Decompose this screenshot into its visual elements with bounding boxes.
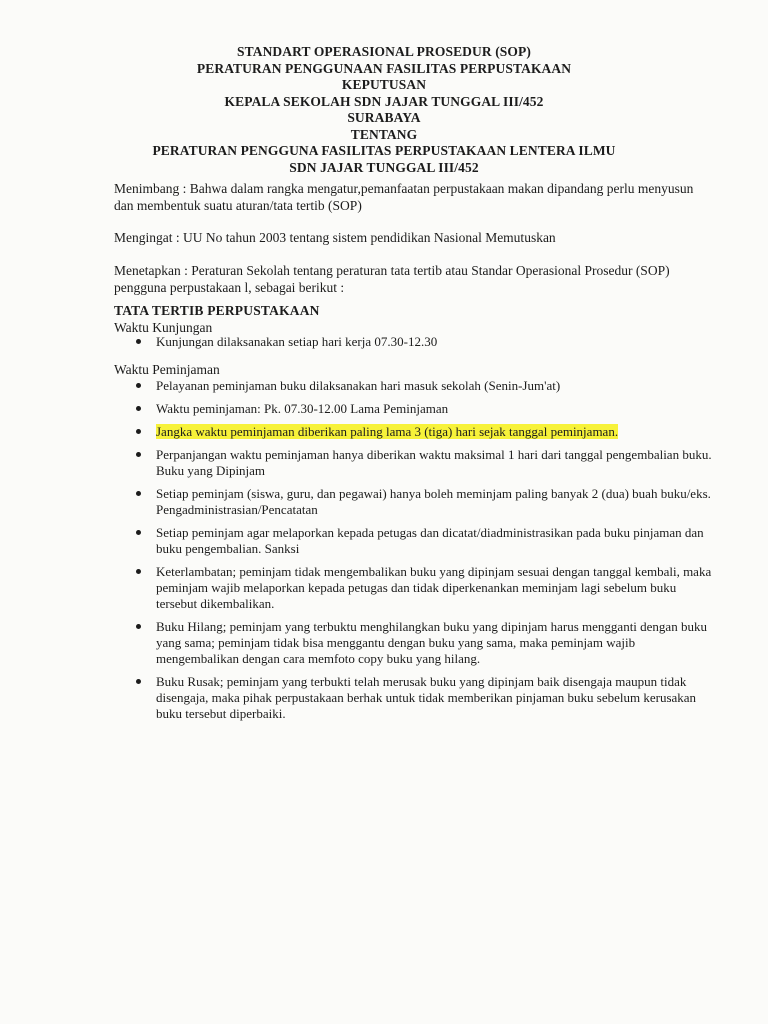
bullet-icon <box>136 624 141 629</box>
mengingat-paragraph: Mengingat : UU No tahun 2003 tentang sistem pendidikan Nasional Memutuskan <box>114 230 556 245</box>
bullet-icon <box>136 406 141 411</box>
header-line: TENTANG <box>350 126 418 142</box>
bullet-icon <box>136 339 141 344</box>
bullet-icon <box>136 530 141 535</box>
waktu-kunjungan-title: Waktu Kunjungan <box>114 320 213 335</box>
header-line: SDN JAJAR TUNGGAL III/452 <box>289 159 479 175</box>
list-item <box>132 674 717 722</box>
peminjaman-list <box>132 378 717 729</box>
header-line: KEPALA SEKOLAH SDN JAJAR TUNGGAL III/452 <box>224 93 544 109</box>
header-line: PERATURAN PENGGUNAAN FASILITAS PERPUSTAKAAN <box>196 60 572 76</box>
bullet-icon <box>136 429 141 434</box>
list-item-text: Setiap peminjam (siswa, guru, dan pegawai) hanya boleh meminjam paling banyak 2 (dua) buah buku/eks. Pengadministrasian/Pencatatan <box>156 486 711 517</box>
list-item-text: Keterlambatan; peminjam tidak mengembalikan buku yang dipinjam sesuai dengan tanggal kembali, maka peminjam wajib melaporkan kepada petugas dan tidak diperkenankan meminjam lagi sebelum buku tersebut dikembalikan. <box>156 564 712 611</box>
list-item <box>132 486 717 518</box>
list-item <box>132 378 717 394</box>
list-item-text: Kunjungan dilaksanakan setiap hari kerja 07.30-12.30 <box>156 334 438 349</box>
list-item-text: Buku Hilang; peminjam yang terbuktu menghilangkan buku yang dipinjam harus mengganti dengan buku yang sama; peminjam tidak bisa menggantu dengan buku yang sama, maka peminjam wajib mengembalikan dengan cara memfoto copy buku yang hilang. <box>156 619 707 666</box>
menimbang-paragraph: Menimbang : Bahwa dalam rangka mengatur,pemanfaatan perpustakaan makan dipandang perlu menyusun dan membentuk suatu aturan/tata tertib (SOP) <box>114 181 694 213</box>
highlighted-text: Jangka waktu peminjaman diberikan paling lama 3 (tiga) hari sejak tanggal peminjaman. <box>156 424 619 439</box>
header-line: KEPUTUSAN <box>341 77 427 92</box>
bullet-icon <box>136 491 141 496</box>
waktu-peminjaman-title: Waktu Peminjaman <box>114 362 220 377</box>
header-line: SURABAYA <box>347 110 421 125</box>
bullet-icon <box>136 569 141 574</box>
list-item-text: Pelayanan peminjaman buku dilaksanakan hari masuk sekolah (Senin-Jum'at) <box>156 378 561 393</box>
bullet-icon <box>136 452 141 457</box>
list-item <box>132 447 717 479</box>
bullet-icon <box>136 383 141 388</box>
list-item <box>132 525 717 557</box>
list-item <box>132 619 717 667</box>
document-header <box>100 44 668 176</box>
list-item-text: Setiap peminjam agar melaporkan kepada petugas dan dicatat/diadministrasikan pada buku pinjaman dan buku pengembalian. Sanksi <box>156 525 704 556</box>
bullet-icon <box>136 679 141 684</box>
list-item-highlighted <box>132 424 717 440</box>
list-item-text: Waktu peminjaman: Pk. 07.30-12.00 Lama Peminjaman <box>156 401 449 416</box>
list-item <box>132 564 717 612</box>
menetapkan-paragraph: Menetapkan : Peraturan Sekolah tentang peraturan tata tertib atau Standar Operasional Prosedur (SOP) pengguna perpustakaan l, sebagai berikut : <box>114 263 670 295</box>
header-line: PERATURAN PENGGUNA FASILITAS PERPUSTAKAAN LENTERA ILMU <box>152 143 616 158</box>
section-title: TATA TERTIB PERPUSTAKAAN <box>114 303 320 318</box>
list-item <box>132 334 717 350</box>
list-item-text: Perpanjangan waktu peminjaman hanya diberikan waktu maksimal 1 hari dari tanggal pengembalian buku. Buku yang Dipinjam <box>156 447 712 478</box>
kunjungan-list <box>132 334 717 357</box>
list-item-text: Buku Rusak; peminjam yang terbukti telah merusak buku yang dipinjam baik disengaja maupun tidak disengaja, maka pihak perpustakaan berhak untuk tidak memberikan pinjaman buku sebelum kerusakan buku tersebut diperbaiki. <box>156 674 697 721</box>
header-line: STANDART OPERASIONAL PROSEDUR (SOP) <box>237 44 531 59</box>
list-item <box>132 401 717 417</box>
